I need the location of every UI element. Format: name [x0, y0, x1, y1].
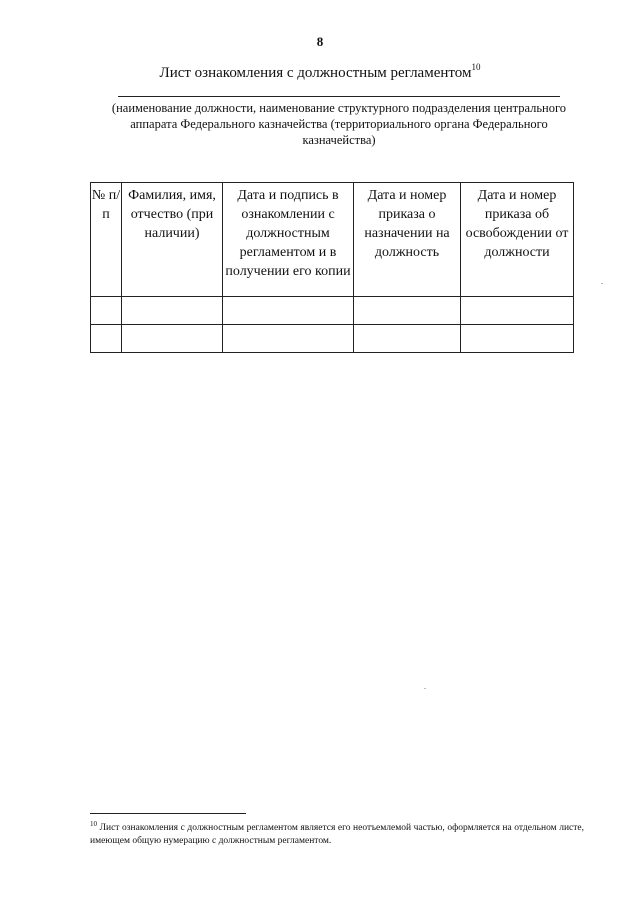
footnote — [90, 818, 584, 848]
column-header-dismissal-order: Дата и номер приказа об освобождении от должности — [461, 183, 574, 297]
acknowledgment-table — [90, 182, 574, 353]
table-cell — [354, 325, 461, 353]
table-cell — [461, 297, 574, 325]
footnote-separator — [90, 813, 246, 814]
table-row — [91, 297, 574, 325]
document-title — [0, 62, 640, 82]
table-cell — [354, 297, 461, 325]
table-row — [91, 325, 574, 353]
table-header-row — [91, 183, 574, 297]
column-header-acknowledgment-date: Дата и подпись в ознакомлении с должностным регламентом и в получении его копии — [223, 183, 354, 297]
column-header-number: № п/п — [91, 183, 122, 297]
table-cell — [91, 325, 122, 353]
document-subtitle: (наименование должности, наименование структурного подразделения центрального аппарата Федерального казначейства (территориального органа Федерального казначейства) — [111, 101, 567, 147]
scan-speck — [601, 283, 603, 284]
footnote-number: 10 — [90, 820, 97, 828]
scan-speck — [424, 688, 426, 689]
column-header-appointment-order: Дата и номер приказа о назначении на должность — [354, 183, 461, 297]
footnote-text: Лист ознакомления с должностным регламентом является его неотъемлемой частью, оформляется на отдельном листе, имеющем общую нумерацию с должностным регламентом. — [90, 823, 585, 846]
footnote-reference: 10 — [471, 62, 481, 72]
document-title-text: Лист ознакомления с должностным регламентом — [159, 65, 472, 81]
table-cell — [122, 297, 223, 325]
table-cell — [461, 325, 574, 353]
page-number: 8 — [316, 34, 324, 49]
table-cell — [122, 325, 223, 353]
table-cell — [223, 297, 354, 325]
table-cell — [91, 297, 122, 325]
fill-in-line — [118, 96, 560, 97]
column-header-full-name: Фамилия, имя, отчество (при наличии) — [122, 183, 223, 297]
table-cell — [223, 325, 354, 353]
